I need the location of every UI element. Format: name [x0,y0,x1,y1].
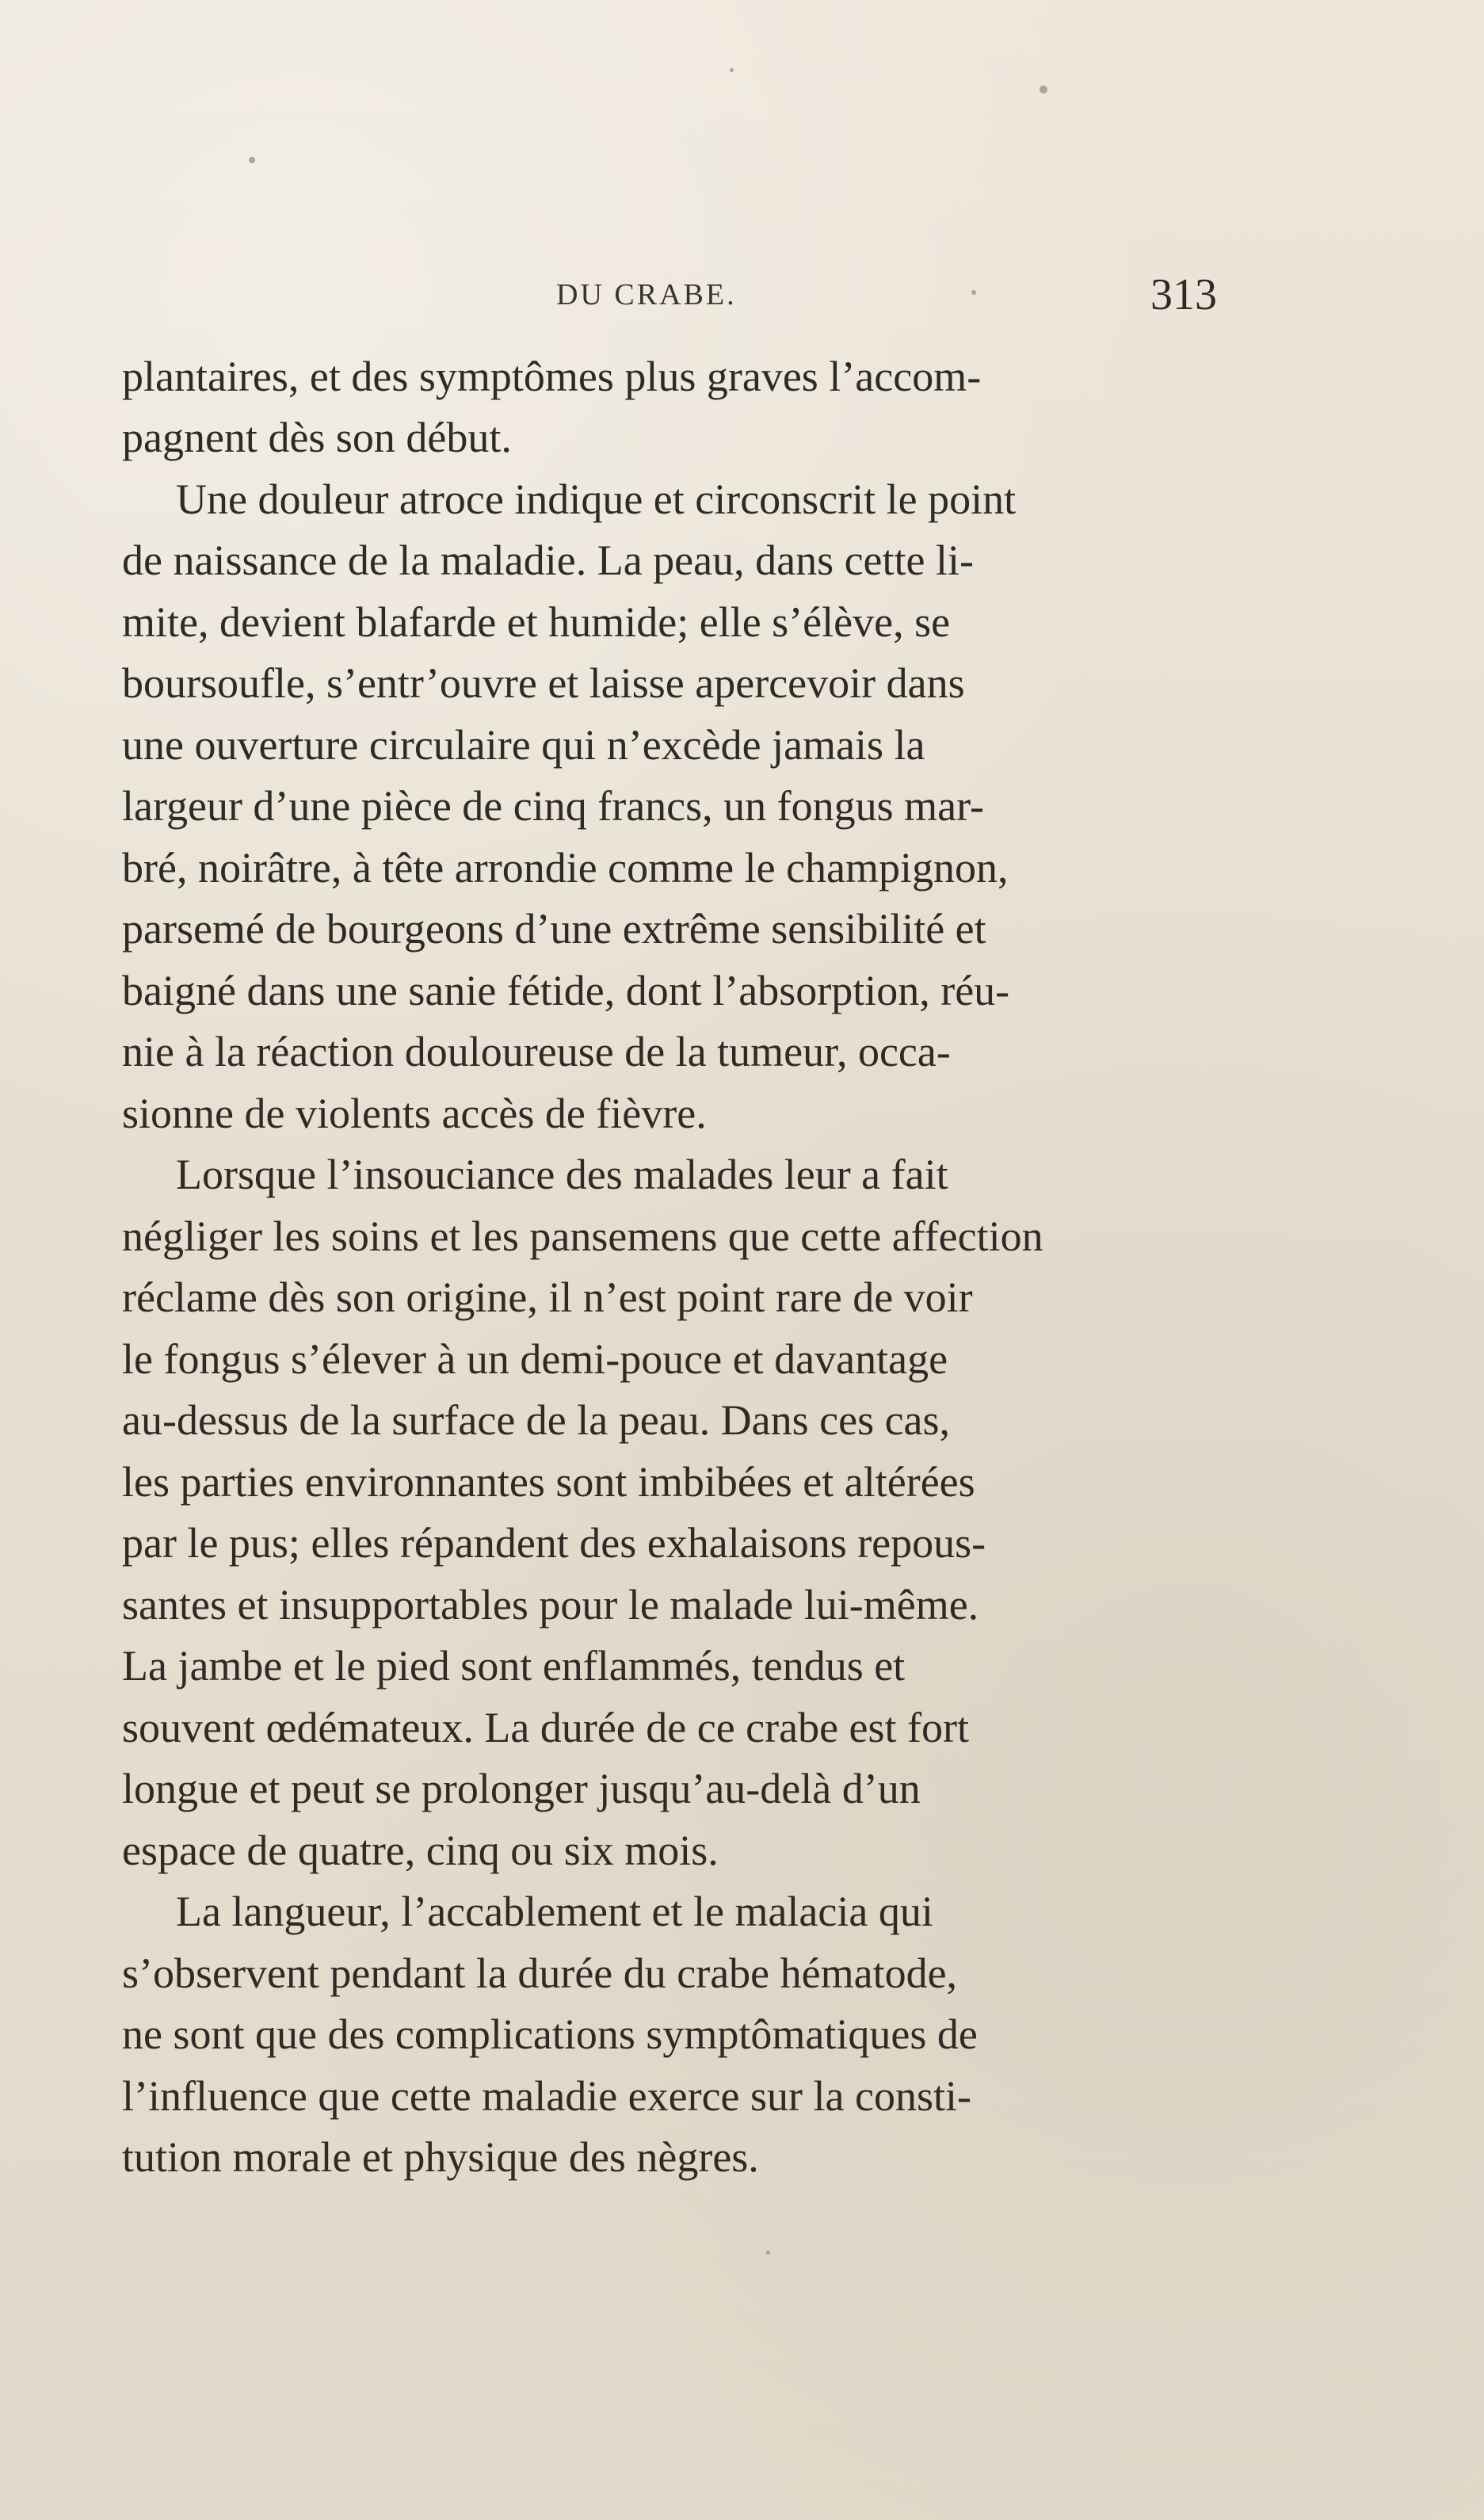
text-line: les parties environnantes sont imbibées et altérées [122,1457,975,1506]
page-number: 313 [1150,270,1217,319]
text-line: parsemé de bourgeons d’une extrême sensibilité et [122,905,986,953]
text-line: l’influence que cette maladie exerce sur la consti- [122,2071,971,2120]
text-line: bré, noirâtre, à tête arrondie comme le champignon, [122,843,1009,892]
text-line: largeur d’une pièce de cinq francs, un fongus mar- [122,782,984,830]
text-line: longue et peut se prolonger jusqu’au-delà d’un [122,1765,921,1813]
text-line: santes et insupportables pour le malade lui-même. [122,1580,979,1628]
paper-speck [1040,86,1047,94]
text-line: La langueur, l’accablement et le malacia qui [176,1888,933,1936]
paper-speck [766,2251,770,2255]
text-line: réclame dès son origine, il n’est point rare de voir [122,1273,973,1322]
text-line: plantaires, et des symptômes plus graves l’accom- [122,352,982,400]
text-line: Une douleur atroce indique et circonscrit le point [176,475,1017,523]
paper-speck [730,68,734,72]
text-line: souvent œdémateux. La durée de ce crabe est fort [122,1703,970,1751]
text-line: le fongus s’élever à un demi-pouce et davantage [122,1334,948,1383]
text-line: La jambe et le pied sont enflammés, tendus et [122,1642,906,1690]
paper-speck [971,290,976,295]
text-line: mite, devient blafarde et humide; elle s’élève, se [122,598,951,646]
body-text [122,346,1215,2188]
text-line: boursoufle, s’entr’ouvre et laisse apercevoir dans [122,659,965,708]
text-line: négliger les soins et les pansemens que cette affection [122,1212,1043,1260]
text-line: de naissance de la maladie. La peau, dans cette li- [122,536,974,585]
text-line: Lorsque l’insouciance des malades leur a fait [176,1151,948,1199]
text-line: une ouverture circulaire qui n’excède jamais la [122,720,925,769]
text-line: baigné dans une sanie fétide, dont l’absorption, réu- [122,966,1010,1014]
text-line: sionne de violents accès de fièvre. [122,1089,707,1137]
text-line: ne sont que des complications symptômatiques de [122,2010,978,2059]
text-line: au-dessus de la surface de la peau. Dans ces cas, [122,1396,951,1445]
text-line: par le pus; elles répandent des exhalaisons repous- [122,1519,986,1567]
text-line: espace de quatre, cinq ou six mois. [122,1826,719,1874]
text-line: tution morale et physique des nègres. [122,2133,759,2182]
text-line: s’observent pendant la durée du crabe hématode, [122,1949,958,1997]
paper-speck [249,157,255,163]
text-line: pagnent dès son début. [122,414,512,462]
text-line: nie à la réaction douloureuse de la tumeur, occa- [122,1028,951,1076]
running-header: DU CRABE. [556,278,737,311]
